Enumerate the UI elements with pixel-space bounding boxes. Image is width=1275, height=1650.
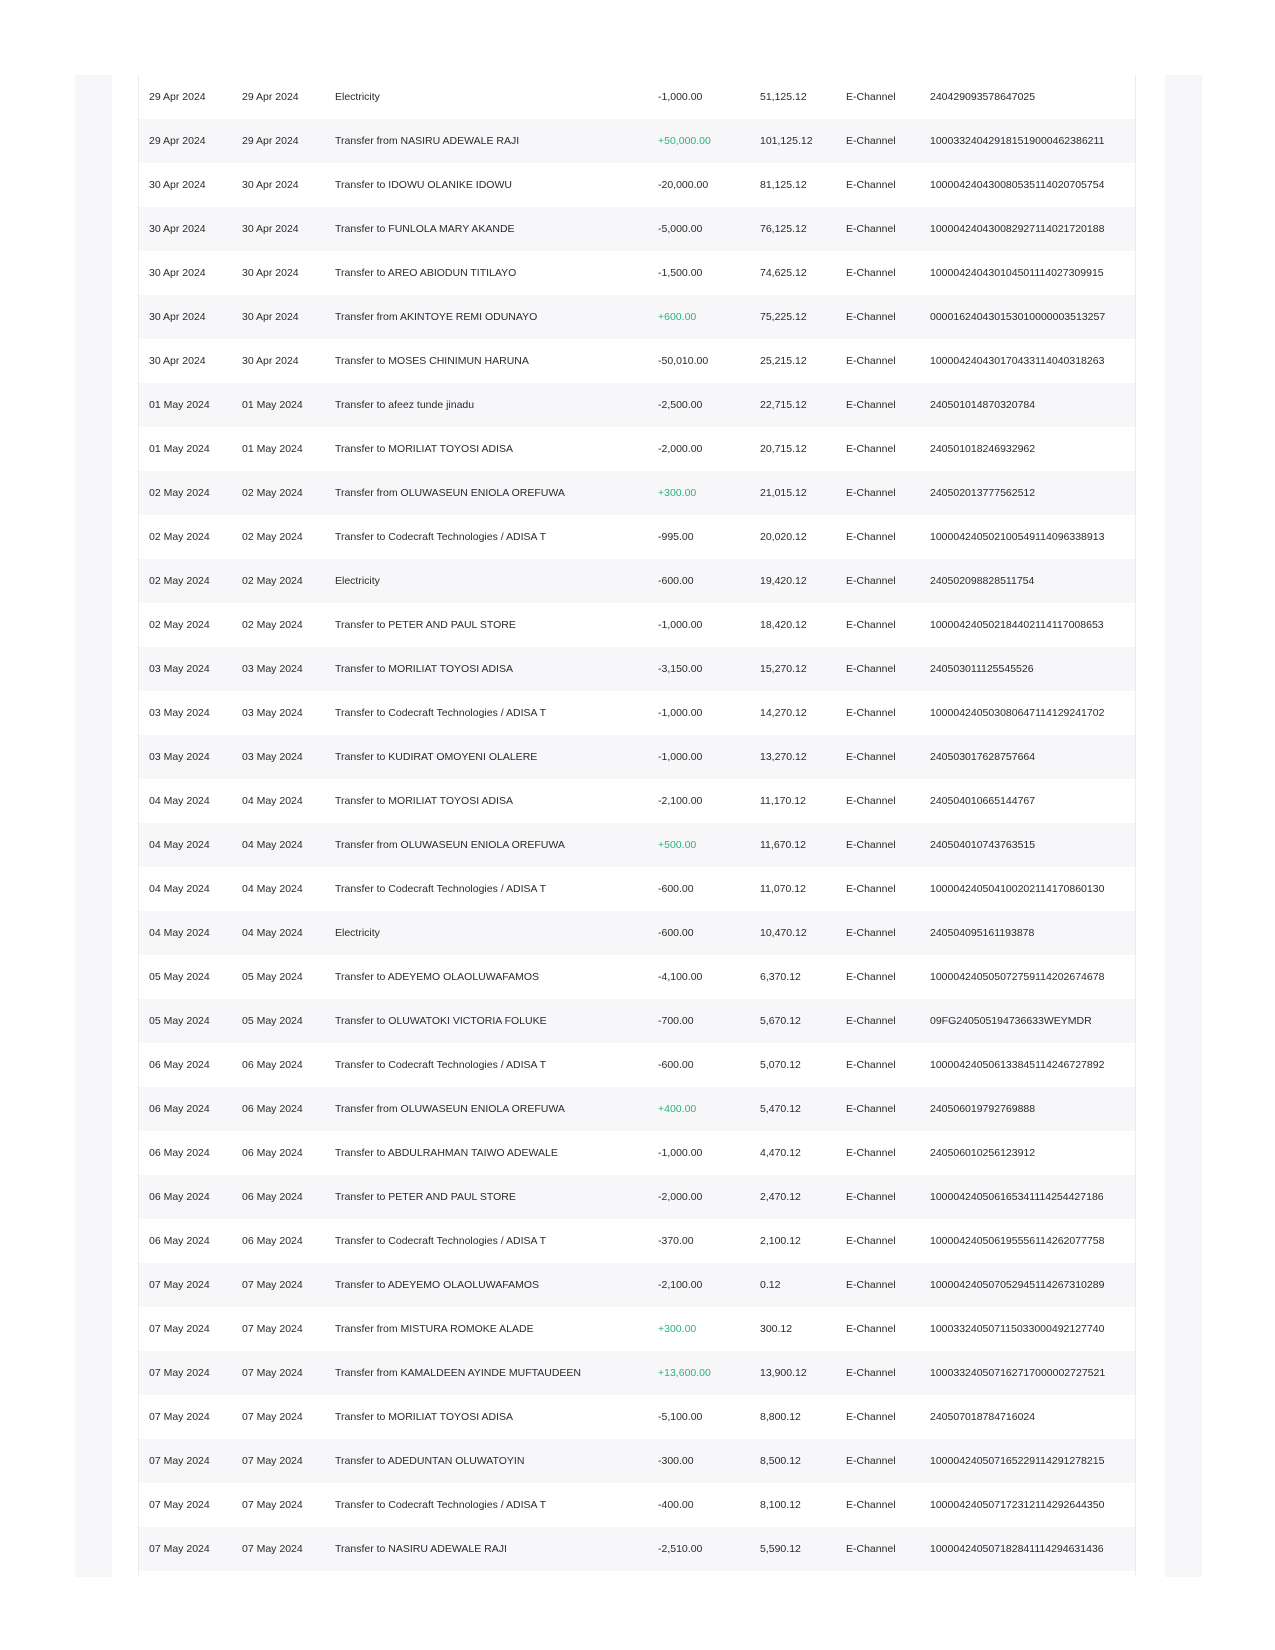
amount: -2,000.00 [658, 1191, 703, 1203]
table-row [139, 1439, 1135, 1483]
value-date: 03 May 2024 [242, 751, 303, 763]
channel: E-Channel [846, 1455, 896, 1467]
amount: -1,000.00 [658, 1147, 703, 1159]
channel: E-Channel [846, 707, 896, 719]
channel: E-Channel [846, 927, 896, 939]
channel: E-Channel [846, 1499, 896, 1511]
description: Transfer to PETER AND PAUL STORE [335, 619, 516, 631]
reference: 100004240505072759114202674678 [930, 971, 1105, 983]
description: Electricity [335, 575, 380, 587]
channel: E-Channel [846, 399, 896, 411]
table-row [139, 735, 1135, 779]
amount: -5,000.00 [658, 223, 703, 235]
amount: -20,000.00 [658, 179, 709, 191]
value-date: 04 May 2024 [242, 839, 303, 851]
balance: 74,625.12 [760, 267, 807, 279]
description: Transfer to AREO ABIODUN TITILAYO [335, 267, 517, 279]
balance: 81,125.12 [760, 179, 807, 191]
description: Transfer to FUNLOLA MARY AKANDE [335, 223, 515, 235]
reference: 100004240430082927114021720188 [930, 223, 1105, 235]
description: Electricity [335, 91, 380, 103]
reference: 100004240430104501114027309915 [930, 267, 1104, 279]
reference: 100004240430080535114020705754 [930, 179, 1105, 191]
value-date: 30 Apr 2024 [242, 267, 299, 279]
channel: E-Channel [846, 1543, 896, 1555]
balance: 6,370.12 [760, 971, 801, 983]
transaction-date: 30 Apr 2024 [149, 179, 206, 191]
channel: E-Channel [846, 531, 896, 543]
value-date: 30 Apr 2024 [242, 223, 299, 235]
value-date: 02 May 2024 [242, 575, 303, 587]
value-date: 07 May 2024 [242, 1323, 303, 1335]
value-date: 01 May 2024 [242, 399, 303, 411]
reference: 240501014870320784 [930, 399, 1036, 411]
reference: 240503011125545526 [930, 663, 1034, 675]
value-date: 01 May 2024 [242, 443, 303, 455]
channel: E-Channel [846, 355, 896, 367]
balance: 8,800.12 [760, 1411, 801, 1423]
value-date: 03 May 2024 [242, 707, 303, 719]
value-date: 29 Apr 2024 [242, 135, 299, 147]
table-row [139, 207, 1135, 251]
value-date: 30 Apr 2024 [242, 179, 299, 191]
amount: -700.00 [658, 1015, 694, 1027]
channel: E-Channel [846, 883, 896, 895]
channel: E-Channel [846, 619, 896, 631]
reference: 240503017628757664 [930, 751, 1036, 763]
balance: 11,670.12 [760, 839, 806, 851]
reference: 100004240506133845114246727892 [930, 1059, 1105, 1071]
description: Transfer from NASIRU ADEWALE RAJI [335, 135, 520, 147]
amount: -600.00 [658, 883, 694, 895]
transaction-date: 01 May 2024 [149, 399, 210, 411]
value-date: 06 May 2024 [242, 1147, 303, 1159]
description: Transfer from OLUWASEUN ENIOLA OREFUWA [335, 839, 565, 851]
table-row [139, 251, 1135, 295]
amount: -600.00 [658, 927, 694, 939]
value-date: 02 May 2024 [242, 487, 303, 499]
channel: E-Channel [846, 267, 896, 279]
description: Transfer to Codecraft Technologies / ADISA T [335, 1059, 547, 1071]
amount: -5,100.00 [658, 1411, 703, 1423]
transaction-date: 07 May 2024 [149, 1499, 210, 1511]
reference: 100033240507162717000002727521 [930, 1367, 1106, 1379]
value-date: 06 May 2024 [242, 1059, 303, 1071]
table-row [139, 779, 1135, 823]
reference: 240506010256123912 [930, 1147, 1036, 1159]
description: Transfer to ABDULRAHMAN TAIWO ADEWALE [335, 1147, 558, 1159]
table-row [139, 1395, 1135, 1439]
channel: E-Channel [846, 839, 896, 851]
transaction-date: 07 May 2024 [149, 1367, 210, 1379]
amount: -50,010.00 [658, 355, 709, 367]
description: Transfer to PETER AND PAUL STORE [335, 1191, 516, 1203]
channel: E-Channel [846, 1147, 896, 1159]
reference: 100033240507115033000492127740 [930, 1323, 1105, 1335]
balance: 11,170.12 [760, 795, 806, 807]
balance: 5,670.12 [760, 1015, 801, 1027]
reference: 100004240507052945114267310289 [930, 1279, 1105, 1291]
balance: 18,420.12 [760, 619, 807, 631]
value-date: 29 Apr 2024 [242, 91, 299, 103]
transaction-date: 02 May 2024 [149, 531, 210, 543]
amount: -600.00 [658, 1059, 694, 1071]
amount: -600.00 [658, 575, 694, 587]
balance: 0.12 [760, 1279, 781, 1291]
amount: -4,100.00 [658, 971, 703, 983]
balance: 19,420.12 [760, 575, 807, 587]
transaction-date: 06 May 2024 [149, 1191, 210, 1203]
transaction-date: 30 Apr 2024 [149, 355, 206, 367]
transaction-date: 29 Apr 2024 [149, 91, 206, 103]
reference: 100004240504100202114170860130 [930, 883, 1105, 895]
description: Transfer from AKINTOYE REMI ODUNAYO [335, 311, 538, 323]
table-row [139, 1043, 1135, 1087]
table-row [139, 75, 1135, 119]
description: Transfer from OLUWASEUN ENIOLA OREFUWA [335, 487, 565, 499]
reference: 100004240430170433114040318263 [930, 355, 1105, 367]
channel: E-Channel [846, 1367, 896, 1379]
reference: 240506019792769888 [930, 1103, 1036, 1115]
balance: 2,100.12 [760, 1235, 801, 1247]
transaction-date: 01 May 2024 [149, 443, 210, 455]
value-date: 04 May 2024 [242, 883, 303, 895]
balance: 11,070.12 [760, 883, 806, 895]
reference: 240429093578647025 [930, 91, 1036, 103]
transaction-date: 07 May 2024 [149, 1323, 210, 1335]
value-date: 06 May 2024 [242, 1191, 303, 1203]
left-margin-strip [75, 75, 112, 1577]
reference: 100004240507172312114292644350 [930, 1499, 1105, 1511]
value-date: 30 Apr 2024 [242, 311, 299, 323]
table-row [139, 295, 1135, 339]
channel: E-Channel [846, 663, 896, 675]
transaction-date: 03 May 2024 [149, 751, 210, 763]
table-row [139, 1263, 1135, 1307]
balance: 20,020.12 [760, 531, 807, 543]
transaction-date: 05 May 2024 [149, 971, 210, 983]
transaction-date: 02 May 2024 [149, 487, 210, 499]
amount: +400.00 [658, 1103, 697, 1115]
channel: E-Channel [846, 311, 896, 323]
transaction-rows [139, 75, 1135, 1571]
amount: -1,000.00 [658, 751, 703, 763]
amount: +300.00 [658, 487, 697, 499]
channel: E-Channel [846, 751, 896, 763]
transaction-date: 06 May 2024 [149, 1235, 210, 1247]
amount: -2,100.00 [658, 795, 703, 807]
transaction-date: 02 May 2024 [149, 619, 210, 631]
transaction-date: 05 May 2024 [149, 1015, 210, 1027]
description: Transfer to OLUWATOKI VICTORIA FOLUKE [335, 1015, 547, 1027]
channel: E-Channel [846, 1279, 896, 1291]
amount: -370.00 [658, 1235, 694, 1247]
balance: 14,270.12 [760, 707, 807, 719]
table-row [139, 119, 1135, 163]
channel: E-Channel [846, 1323, 896, 1335]
description: Transfer to NASIRU ADEWALE RAJI [335, 1543, 507, 1555]
transaction-date: 06 May 2024 [149, 1059, 210, 1071]
amount: -3,150.00 [658, 663, 703, 675]
amount: -400.00 [658, 1499, 694, 1511]
value-date: 07 May 2024 [242, 1455, 303, 1467]
amount: -1,000.00 [658, 707, 703, 719]
channel: E-Channel [846, 1191, 896, 1203]
channel: E-Channel [846, 971, 896, 983]
description: Transfer to KUDIRAT OMOYENI OLALERE [335, 751, 538, 763]
reference: 100004240503080647114129241702 [930, 707, 1105, 719]
transaction-date: 07 May 2024 [149, 1411, 210, 1423]
reference: 240501018246932962 [930, 443, 1036, 455]
description: Transfer to afeez tunde jinadu [335, 399, 475, 411]
value-date: 30 Apr 2024 [242, 355, 299, 367]
table-row [139, 1483, 1135, 1527]
balance: 4,470.12 [760, 1147, 801, 1159]
channel: E-Channel [846, 1015, 896, 1027]
value-date: 07 May 2024 [242, 1499, 303, 1511]
reference: 240507018784716024 [930, 1411, 1036, 1423]
balance: 10,470.12 [760, 927, 807, 939]
description: Transfer to ADEYEMO OLAOLUWAFAMOS [335, 971, 540, 983]
channel: E-Channel [846, 575, 896, 587]
description: Transfer to ADEYEMO OLAOLUWAFAMOS [335, 1279, 540, 1291]
table-row [139, 647, 1135, 691]
reference: 100004240506195556114262077758 [930, 1235, 1105, 1247]
description: Transfer to Codecraft Technologies / ADISA T [335, 1235, 547, 1247]
balance: 8,500.12 [760, 1455, 801, 1467]
channel: E-Channel [846, 443, 896, 455]
channel: E-Channel [846, 91, 896, 103]
balance: 51,125.12 [760, 91, 807, 103]
transaction-date: 07 May 2024 [149, 1543, 210, 1555]
table-row [139, 383, 1135, 427]
amount: -2,000.00 [658, 443, 703, 455]
description: Transfer from MISTURA ROMOKE ALADE [335, 1323, 534, 1335]
transaction-date: 02 May 2024 [149, 575, 210, 587]
description: Transfer to Codecraft Technologies / ADISA T [335, 1499, 547, 1511]
balance: 21,015.12 [760, 487, 807, 499]
balance: 20,715.12 [760, 443, 807, 455]
table-row [139, 1219, 1135, 1263]
reference: 240504010665144767 [930, 795, 1036, 807]
amount: -2,500.00 [658, 399, 703, 411]
table-row [139, 955, 1135, 999]
table-row [139, 339, 1135, 383]
table-row [139, 823, 1135, 867]
table-row [139, 911, 1135, 955]
statement-table [138, 75, 1136, 1577]
table-row [139, 1175, 1135, 1219]
table-row [139, 471, 1135, 515]
value-date: 04 May 2024 [242, 795, 303, 807]
description: Electricity [335, 927, 380, 939]
reference: 240504010743763515 [930, 839, 1036, 851]
table-row [139, 515, 1135, 559]
transaction-date: 03 May 2024 [149, 707, 210, 719]
reference: 100004240507165229114291278215 [930, 1455, 1105, 1467]
channel: E-Channel [846, 1411, 896, 1423]
balance: 25,215.12 [760, 355, 807, 367]
description: Transfer to ADEDUNTAN OLUWATOYIN [335, 1455, 525, 1467]
table-row [139, 999, 1135, 1043]
reference: 240502013777562512 [930, 487, 1036, 499]
amount: -2,100.00 [658, 1279, 703, 1291]
balance: 5,070.12 [760, 1059, 801, 1071]
transaction-date: 30 Apr 2024 [149, 267, 206, 279]
description: Transfer to Codecraft Technologies / ADISA T [335, 707, 547, 719]
channel: E-Channel [846, 487, 896, 499]
description: Transfer to MORILIAT TOYOSI ADISA [335, 1411, 513, 1423]
reference: 240504095161193878 [930, 927, 1035, 939]
description: Transfer to Codecraft Technologies / ADISA T [335, 531, 547, 543]
transaction-date: 07 May 2024 [149, 1279, 210, 1291]
balance: 22,715.12 [760, 399, 807, 411]
value-date: 05 May 2024 [242, 1015, 303, 1027]
channel: E-Channel [846, 179, 896, 191]
amount: -300.00 [658, 1455, 694, 1467]
balance: 13,270.12 [760, 751, 807, 763]
transaction-date: 04 May 2024 [149, 795, 210, 807]
transaction-date: 29 Apr 2024 [149, 135, 206, 147]
value-date: 07 May 2024 [242, 1367, 303, 1379]
balance: 8,100.12 [760, 1499, 801, 1511]
table-row [139, 691, 1135, 735]
reference: 100004240506165341114254427186 [930, 1191, 1104, 1203]
transaction-date: 06 May 2024 [149, 1147, 210, 1159]
balance: 101,125.12 [760, 135, 813, 147]
description: Transfer to MORILIAT TOYOSI ADISA [335, 663, 513, 675]
description: Transfer to IDOWU OLANIKE IDOWU [335, 179, 512, 191]
amount: -1,000.00 [658, 619, 703, 631]
description: Transfer from OLUWASEUN ENIOLA OREFUWA [335, 1103, 565, 1115]
channel: E-Channel [846, 795, 896, 807]
amount: -995.00 [658, 531, 694, 543]
description: Transfer to MORILIAT TOYOSI ADISA [335, 795, 513, 807]
value-date: 03 May 2024 [242, 663, 303, 675]
amount: +600.00 [658, 311, 697, 323]
table-row [139, 1527, 1135, 1571]
amount: +500.00 [658, 839, 697, 851]
table-row [139, 1351, 1135, 1395]
reference: 000016240430153010000003513257 [930, 311, 1106, 323]
value-date: 05 May 2024 [242, 971, 303, 983]
value-date: 06 May 2024 [242, 1103, 303, 1115]
balance: 5,590.12 [760, 1543, 801, 1555]
value-date: 07 May 2024 [242, 1543, 303, 1555]
reference: 100004240502184402114117008653 [930, 619, 1104, 631]
reference: 100004240502100549114096338913 [930, 531, 1105, 543]
amount: -1,500.00 [658, 267, 703, 279]
balance: 75,225.12 [760, 311, 807, 323]
channel: E-Channel [846, 135, 896, 147]
transaction-date: 04 May 2024 [149, 839, 210, 851]
transaction-date: 30 Apr 2024 [149, 223, 206, 235]
value-date: 06 May 2024 [242, 1235, 303, 1247]
table-row [139, 1087, 1135, 1131]
balance: 76,125.12 [760, 223, 807, 235]
channel: E-Channel [846, 223, 896, 235]
amount: +300.00 [658, 1323, 697, 1335]
reference: 09FG240505194736633WEYMDR [930, 1015, 1092, 1027]
amount: -1,000.00 [658, 91, 703, 103]
right-margin-strip [1165, 75, 1202, 1577]
description: Transfer to MORILIAT TOYOSI ADISA [335, 443, 513, 455]
description: Transfer to Codecraft Technologies / ADISA T [335, 883, 547, 895]
description: Transfer to MOSES CHINIMUN HARUNA [335, 355, 529, 367]
balance: 2,470.12 [760, 1191, 801, 1203]
description: Transfer from KAMALDEEN AYINDE MUFTAUDEEN [335, 1367, 582, 1379]
transaction-date: 06 May 2024 [149, 1103, 210, 1115]
transaction-date: 07 May 2024 [149, 1455, 210, 1467]
transaction-date: 04 May 2024 [149, 883, 210, 895]
channel: E-Channel [846, 1235, 896, 1247]
table-row [139, 603, 1135, 647]
table-row [139, 867, 1135, 911]
balance: 13,900.12 [760, 1367, 807, 1379]
balance: 300.12 [760, 1323, 793, 1335]
balance: 15,270.12 [760, 663, 807, 675]
table-row [139, 163, 1135, 207]
value-date: 02 May 2024 [242, 531, 303, 543]
amount: +50,000.00 [658, 135, 711, 147]
channel: E-Channel [846, 1059, 896, 1071]
table-row [139, 559, 1135, 603]
value-date: 04 May 2024 [242, 927, 303, 939]
reference: 100004240507182841114294631436 [930, 1543, 1104, 1555]
amount: -2,510.00 [658, 1543, 703, 1555]
amount: +13,600.00 [658, 1367, 711, 1379]
value-date: 07 May 2024 [242, 1279, 303, 1291]
channel: E-Channel [846, 1103, 896, 1115]
table-row [139, 427, 1135, 471]
value-date: 07 May 2024 [242, 1411, 303, 1423]
transaction-date: 04 May 2024 [149, 927, 210, 939]
balance: 5,470.12 [760, 1103, 801, 1115]
transaction-date: 30 Apr 2024 [149, 311, 206, 323]
table-row [139, 1307, 1135, 1351]
table-row [139, 1131, 1135, 1175]
reference: 100033240429181519000462386211 [930, 135, 1105, 147]
value-date: 02 May 2024 [242, 619, 303, 631]
reference: 240502098828511754 [930, 575, 1035, 587]
transaction-date: 03 May 2024 [149, 663, 210, 675]
